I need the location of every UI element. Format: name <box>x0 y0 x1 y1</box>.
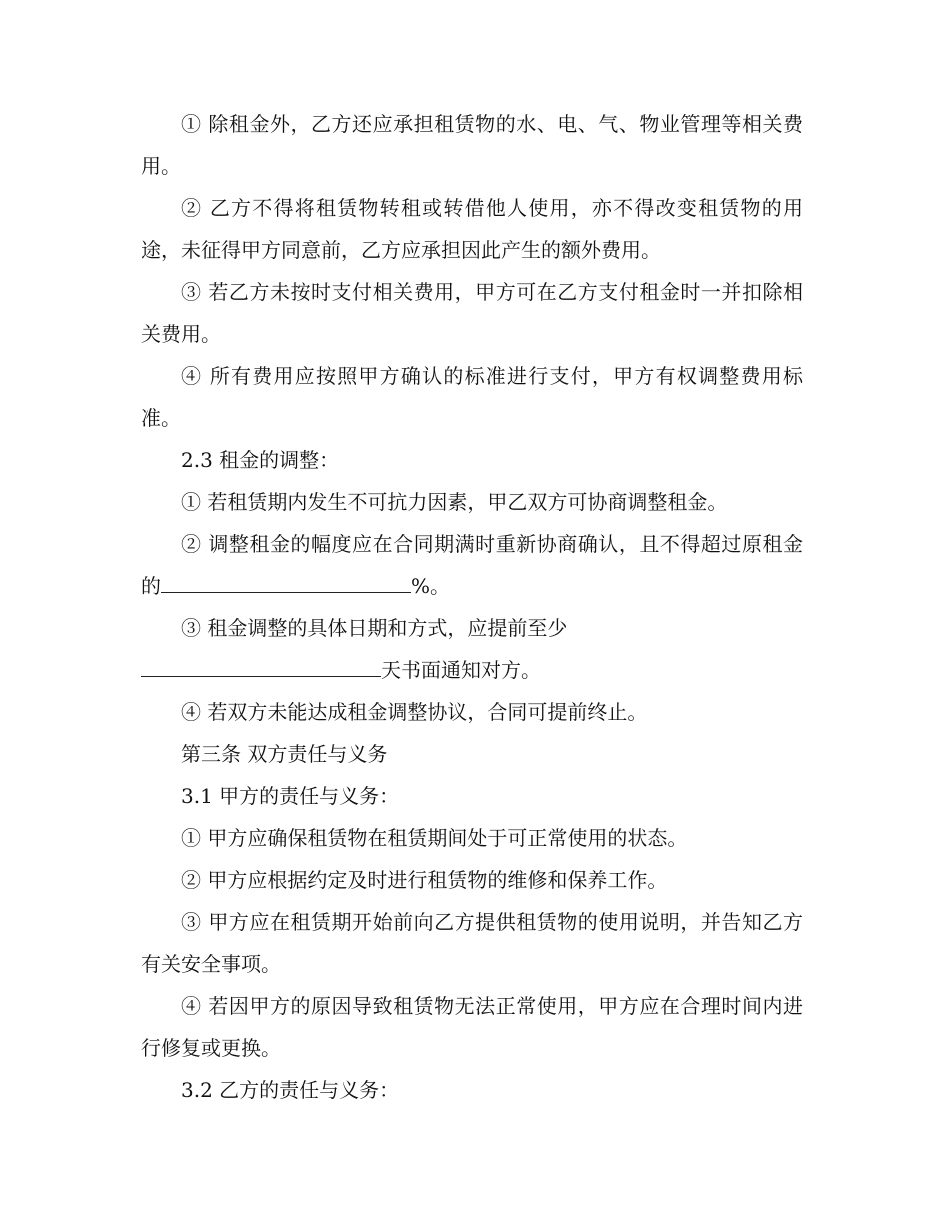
paragraph-party-a-3: ③ 甲方应在租赁期开始前向乙方提供租赁物的使用说明，并告知乙方有关安全事项。 <box>141 910 803 976</box>
section-heading-3-1: 3.1 甲方的责任与义务： <box>181 784 400 808</box>
paragraph-party-a-4: ④ 若因甲方的原因导致租赁物无法正常使用，甲方应在合理时间内进行修复或更换。 <box>141 994 803 1060</box>
paragraph-text: %。 <box>411 574 451 598</box>
paragraph-text: ② 调整租金的幅度应在合同期满时重新协商确认，且不得超过原租金的 <box>141 532 803 598</box>
paragraph-rent-adjust-2 <box>141 523 803 607</box>
article-heading-3: 第三条 双方责任与义务 <box>181 742 388 766</box>
paragraph-rent-adjust-4: ④ 若双方未能达成租金调整协议，合同可提前终止。 <box>181 700 648 724</box>
paragraph-fee-item-4: ④ 所有费用应按照甲方确认的标准进行支付，甲方有权调整费用标准。 <box>141 364 803 430</box>
document-body <box>141 103 803 1111</box>
paragraph-text: 天书面通知对方。 <box>381 658 541 682</box>
days-blank-line <box>141 654 381 677</box>
paragraph-text: ③ 租金调整的具体日期和方式，应提前至少 <box>181 616 568 640</box>
paragraph-party-a-1: ① 甲方应确保租赁物在租赁期间处于可正常使用的状态。 <box>181 826 688 850</box>
paragraph-rent-adjust-3-cont <box>141 649 803 691</box>
paragraph-rent-adjust-1: ① 若租赁期内发生不可抗力因素，甲乙双方可协商调整租金。 <box>181 490 728 514</box>
paragraph-rent-adjust-3 <box>141 607 803 649</box>
paragraph-fee-item-2: ② 乙方不得将租赁物转租或转借他人使用，亦不得改变租赁物的用途，未征得甲方同意前，乙方应承担因此产生的额外费用。 <box>141 196 803 262</box>
paragraph-fee-item-3: ③ 若乙方未按时支付相关费用，甲方可在乙方支付租金时一并扣除相关费用。 <box>141 280 803 346</box>
percent-blank-line <box>161 570 411 593</box>
paragraph-fee-item-1: ① 除租金外，乙方还应承担租赁物的水、电、气、物业管理等相关费用。 <box>141 112 803 178</box>
section-heading-3-2: 3.2 乙方的责任与义务： <box>181 1078 400 1102</box>
paragraph-party-a-2: ② 甲方应根据约定及时进行租赁物的维修和保养工作。 <box>181 868 668 892</box>
section-heading-2-3: 2.3 租金的调整： <box>181 448 340 472</box>
